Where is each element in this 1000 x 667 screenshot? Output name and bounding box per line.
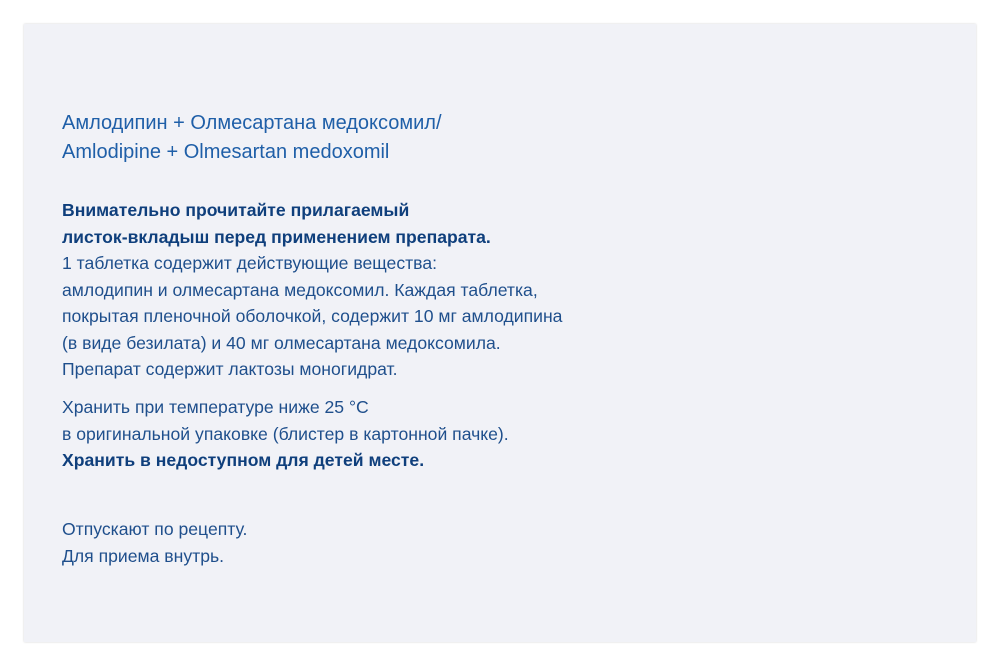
product-name-en: Amlodipine + Olmesartan medoxomil [62, 141, 390, 163]
warning-line-1: Внимательно прочитайте прилагаемый [62, 200, 410, 220]
dispensing-line-2: Для приема внутрь. [62, 545, 225, 566]
composition-line-3: покрытая пленочной оболочкой, содержит 10 мг амлодипина [62, 306, 563, 326]
product-name-ru: Амлодипин + Олмесартана медоксомил/ [62, 112, 442, 134]
storage-children-warning: Хранить в недоступном для детей месте. [62, 450, 425, 470]
composition-line-2: амлодипин и олмесартана медоксомил. Каждая таблетка, [62, 279, 538, 300]
composition-line-4: (в виде безилата) и 40 мг олмесартана медоксомила. [62, 332, 501, 353]
product-name [62, 109, 442, 167]
dispensing-line-1: Отпускают по рецепту. [62, 519, 248, 539]
warning-line-2: листок-вкладыш перед применением препарата. [62, 226, 491, 247]
composition-line-1: 1 таблетка содержит действующие вещества: [62, 253, 437, 273]
composition-line-5: Препарат содержит лактозы моногидрат. [62, 359, 398, 379]
composition-section [62, 197, 562, 383]
storage-section [62, 394, 509, 474]
storage-line-1: Хранить при температуре ниже 25 °С [62, 397, 369, 417]
dispensing-section [62, 516, 247, 569]
storage-line-2: в оригинальной упаковке (блистер в картонной пачке). [62, 423, 509, 444]
package-panel [24, 24, 976, 642]
